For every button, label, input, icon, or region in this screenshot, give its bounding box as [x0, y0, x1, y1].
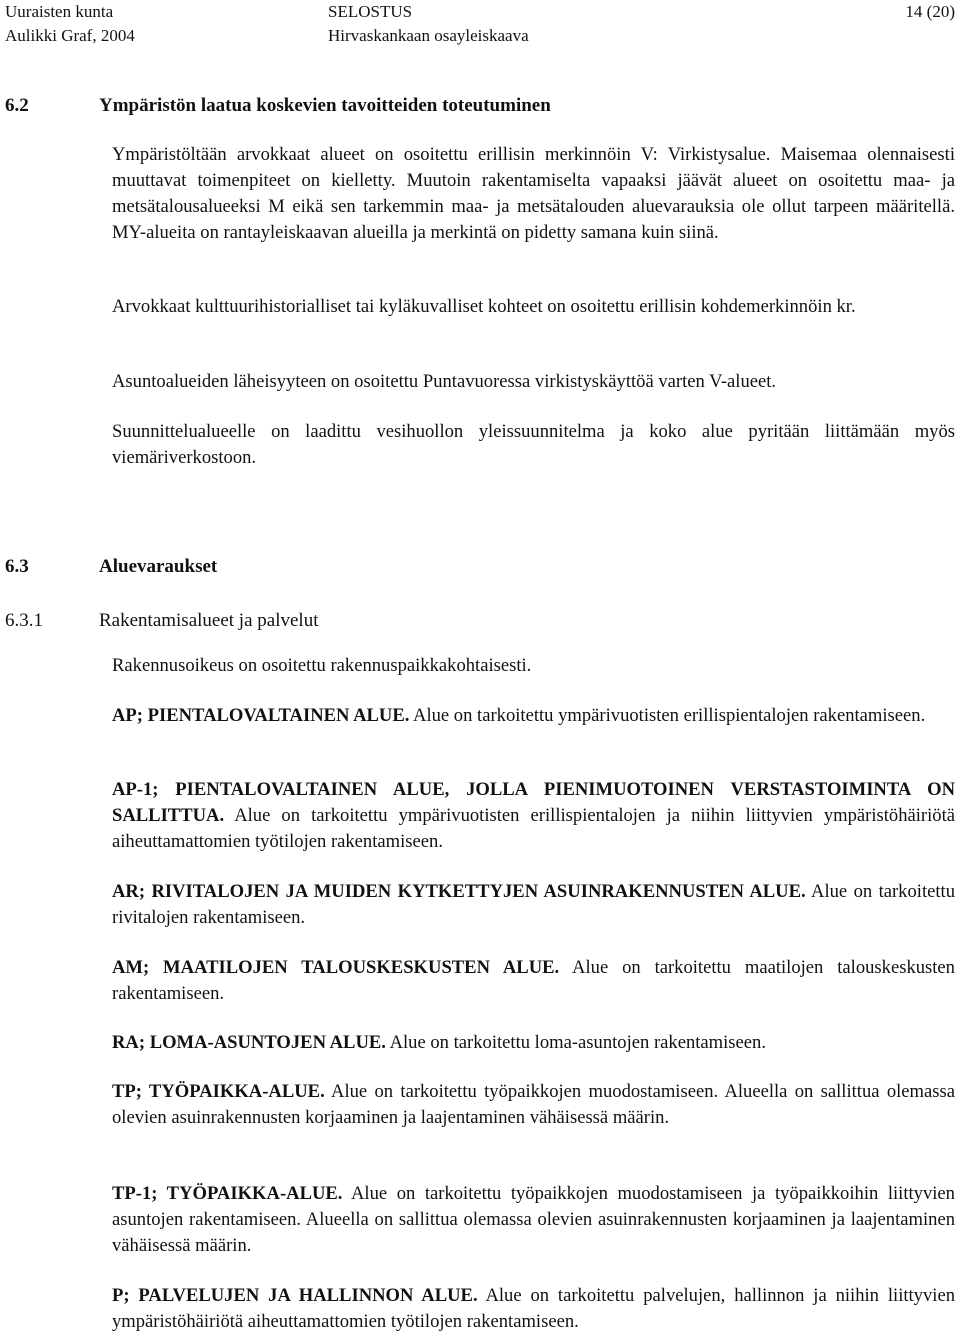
section-title: Ympäristön laatua koskevien tavoitteiden toteutuminen [99, 95, 551, 116]
zone-item-tp-1 [112, 1181, 955, 1259]
zone-label: TP; TYÖPAIKKA-ALUE. [112, 1081, 325, 1102]
document-type: SELOSTUS [328, 2, 413, 21]
zone-item-tp [112, 1079, 955, 1131]
zone-item-ap-1 [112, 777, 955, 855]
section-heading-6-3-1 [5, 610, 318, 632]
zone-description: Alue on tarkoitettu ympärivuotisten erillispientalojen ja niihin liittyvien ympäristöhäiriötä aiheuttamattomien työtilojen rakentamiseen. [112, 805, 955, 853]
paragraph-recreation-areas: Asuntoalueiden läheisyyteen on osoitettu Puntavuoressa virkistyskäyttöä varten V-alueet. [112, 371, 777, 392]
plan-name: Hirvaskankaan osayleiskaava [328, 26, 529, 45]
page-header [5, 0, 955, 48]
zone-label: RA; LOMA-ASUNTOJEN ALUE. [112, 1032, 386, 1053]
section-title: Aluevaraukset [99, 556, 218, 577]
zone-label: TP-1; TYÖPAIKKA-ALUE. [112, 1183, 343, 1204]
section-heading-6-3 [5, 556, 217, 578]
zone-label: AP-1; PIENTALOVALTAINEN ALUE, JOLLA PIENIMUOTOINEN VERSTASTOIMINTA ON SALLITTUA. [112, 779, 955, 827]
zone-description: Alue on tarkoitettu maatilojen talouskeskusten rakentamiseen. [112, 957, 955, 1005]
paragraph-building-rights: Rakennusoikeus on osoitettu rakennuspaikkakohtaisesti. [112, 655, 532, 676]
zone-description: Alue on tarkoitettu ympärivuotisten erillispientalojen rakentamiseen. [409, 705, 926, 726]
section-heading-6-2 [5, 95, 551, 117]
header-row-2 [5, 24, 955, 48]
zone-description: Alue on tarkoitettu työpaikkojen muodostamiseen. Alueella on sallittua olemassa olevien asuinrakennusten korjaaminen ja laajentaminen vähäisessä määrin. [112, 1081, 955, 1129]
section-title: Rakentamisalueet ja palvelut [99, 610, 319, 631]
section-number: 6.2 [5, 95, 29, 116]
zone-label: AM; MAATILOJEN TALOUSKESKUSTEN ALUE. [112, 957, 560, 978]
zone-item-ap [112, 703, 955, 729]
section-number: 6.3 [5, 556, 29, 577]
section-number: 6.3.1 [5, 610, 43, 631]
zone-item-ar [112, 879, 955, 931]
zone-description: Alue on tarkoitettu työpaikkojen muodostamiseen ja työpaikkoihin liittyvien asuntojen rakentamiseen. Alueella on sallittua olemassa olevien asuinrakennusten korjaaminen ja laajentaminen vähäisessä määrin. [112, 1183, 955, 1257]
municipality-name: Uuraisten kunta [5, 2, 114, 21]
paragraph-protected-areas: Ympäristöltään arvokkaat alueet on osoitettu erillisin merkinnöin V: Virkistysalue. Maisemaa olennaisesti muuttavat toimenpiteet on kielletty. Muutoin rakentamiselta vapaaksi jäävät alueet on osoitettu maa- ja metsätalousalueeksi M eikä sen tarkemmin maa- ja metsätalouden aluevarauksia ole ollut tarpeen määritellä. MY-alueita on rantayleiskaavan alueilla ja merkintä on pidetty samana kuin siinä. [112, 144, 955, 244]
zone-label: AR; RIVITALOJEN JA MUIDEN KYTKETTYJEN ASUINRAKENNUSTEN ALUE. [112, 881, 806, 902]
zone-description: Alue on tarkoitettu loma-asuntojen rakentamiseen. [385, 1032, 766, 1053]
zone-item-am [112, 955, 955, 1007]
header-row-1 [5, 0, 955, 24]
zone-label: AP; PIENTALOVALTAINEN ALUE. [112, 705, 410, 726]
zone-item-p [112, 1283, 955, 1335]
paragraph-water-supply: Suunnittelualueelle on laadittu vesihuollon yleissuunnitelma ja koko alue pyritään liittämään myös viemäriverkostoon. [112, 421, 955, 469]
zone-item-ra [112, 1030, 955, 1056]
page-number: 14 (20) [905, 2, 955, 21]
zone-label: P; PALVELUJEN JA HALLINNON ALUE. [112, 1285, 478, 1306]
zone-description: Alue on tarkoitettu rivitalojen rakentamiseen. [112, 881, 955, 929]
author: Aulikki Graf, 2004 [5, 26, 135, 45]
zone-description: Alue on tarkoitettu palvelujen, hallinnon ja niihin liittyvien ympäristöhäiriötä aiheuttamattomien työtilojen rakentamiseen. [112, 1285, 955, 1333]
paragraph-cultural-sites: Arvokkaat kulttuurihistorialliset tai kyläkuvalliset kohteet on osoitettu erillisin kohdemerkinnöin kr. [112, 296, 856, 317]
